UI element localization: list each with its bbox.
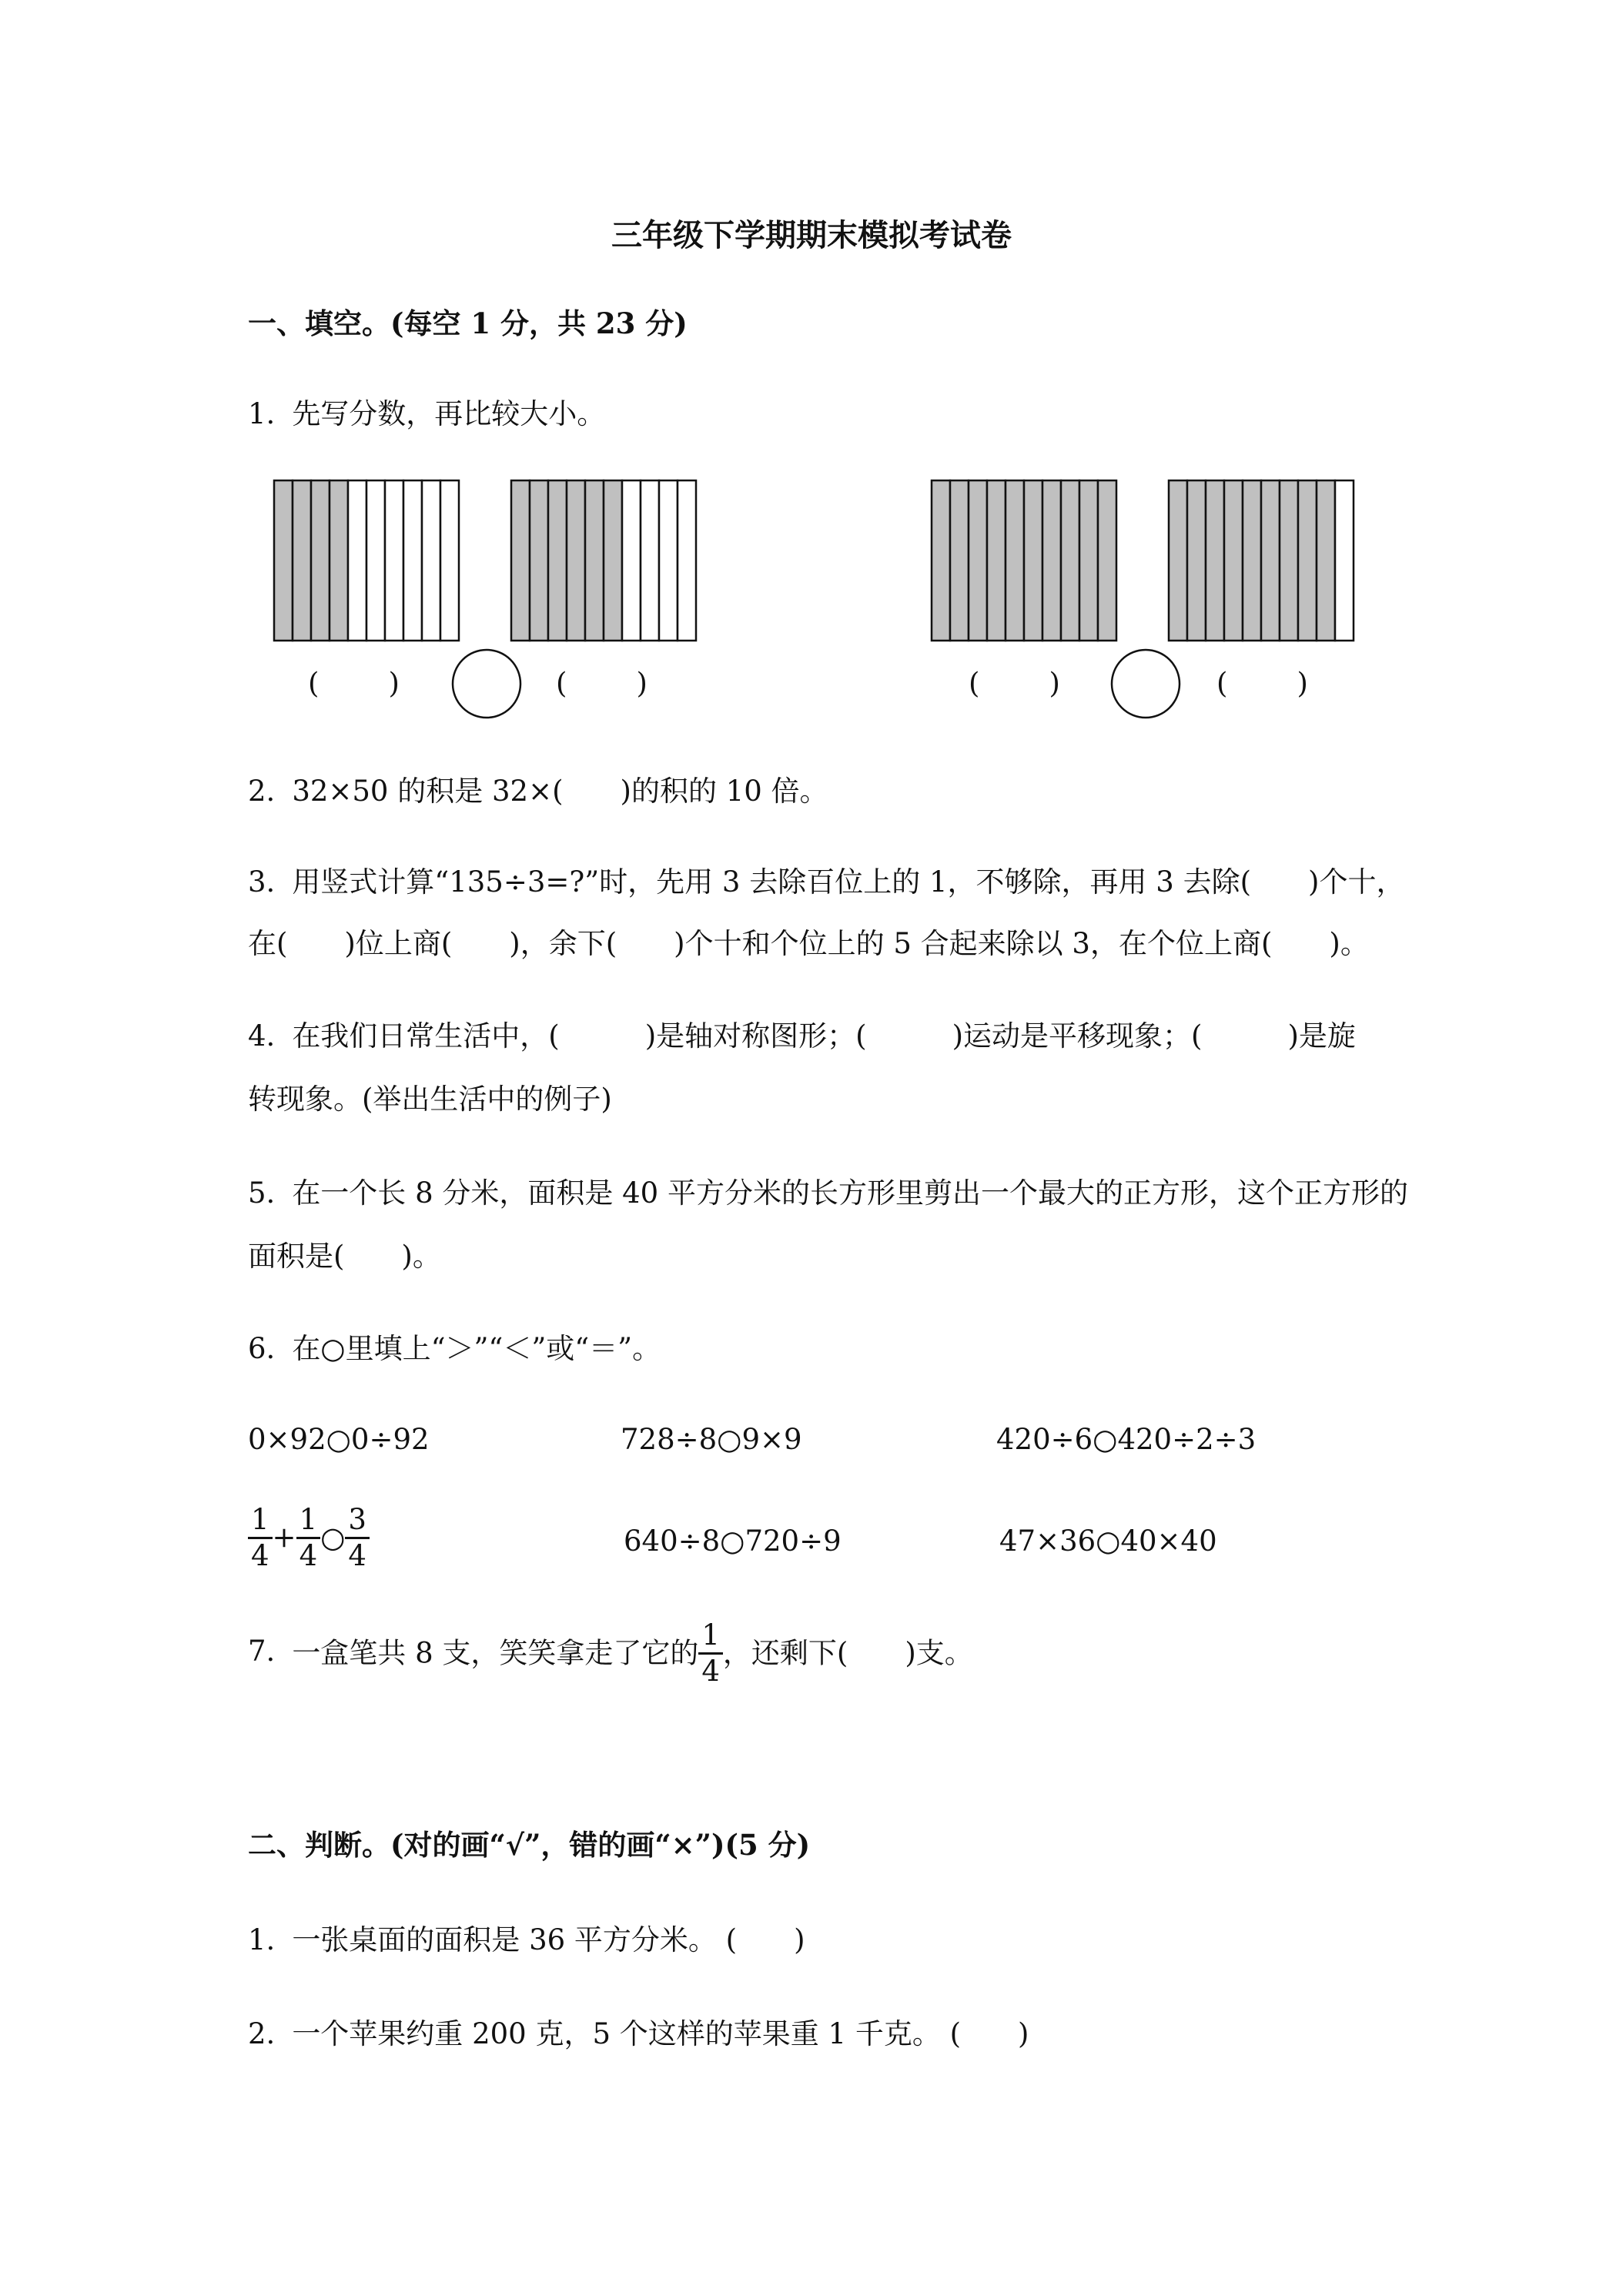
unshaded-strip [641,480,659,641]
unshaded-strip [403,480,422,641]
shaded-strip [274,480,293,641]
fraction-strip-figure [932,480,1116,641]
fraction: $\frac{3}{4}$ [345,1503,370,1573]
question-2: 2. 32×50 的积是 32×( )的积的 10 倍。 [248,775,828,808]
unshaded-strip [440,480,459,641]
fraction: $\frac{1}{4}$ [248,1503,273,1573]
fraction-strip-figure [1169,480,1354,641]
shaded-strip [330,480,348,641]
unshaded-strip [348,480,366,641]
question-5-line-1: 5. 在一个长 8 分米，面积是 40 平方分米的长方形里剪出一个最大的正方形，这个正方形的 [248,1176,1408,1210]
shaded-strip [987,480,1006,641]
question-5-line-2: 面积是( )。 [248,1240,441,1273]
shaded-strip [1006,480,1024,641]
shaded-strip [548,480,567,641]
shaded-strip [1061,480,1079,641]
shaded-strip [1206,480,1224,641]
question-7: 7. 一盒笔共 8 支，笑笑拿走了它的 $\frac{1}{4}$ ，还剩下( )支。 [248,1618,973,1688]
question-4-line-2: 转现象。(举出生活中的例子) [248,1083,612,1116]
fraction-strip-figure [274,480,459,641]
shaded-strip [950,480,969,641]
compare-2: 728÷8○9×9 [621,1423,802,1456]
answer-paren-2: ( ) [556,667,648,700]
question-1 [248,396,605,433]
question-6: 6. 在○里填上“＞”“＜”或“＝”。 [248,1332,661,1365]
answer-paren-4: ( ) [1216,667,1308,700]
shaded-strip [1280,480,1298,641]
question-3-line-1: 3. 用竖式计算“135÷3=?”时，先用 3 去除百位上的 1，不够除，再用 3 去除( )个十， [248,865,1405,899]
shaded-strip [1098,480,1116,641]
shaded-strip [585,480,604,641]
unshaded-strip [385,480,403,641]
shaded-strip [1079,480,1098,641]
unshaded-strip [1335,480,1354,641]
question-1-text: 先写分数，再比较大小。 [292,397,606,430]
unshaded-strip [659,480,678,641]
shaded-strip [1042,480,1061,641]
compare-1: 0×92○0÷92 [248,1423,430,1456]
fraction-figures [0,470,1623,747]
section-2-heading: 二、判断。(对的画“√”，错的画“×”)(5 分) [248,1828,811,1862]
shaded-strip [1169,480,1187,641]
judge-2: 2. 一个苹果约重 200 克，5 个这样的苹果重 1 千克。 ( ) [248,2017,1029,2050]
page-title: 三年级下学期期末模拟考试卷 [611,217,1012,253]
question-4-line-1: 4. 在我们日常生活中，( )是轴对称图形；( )运动是平移现象；( )是旋 [248,1019,1356,1053]
shaded-strip [567,480,585,641]
compare-6: 47×36○40×40 [999,1525,1217,1558]
compare-4: $\frac{1}{4}$ + $\frac{1}{4}$ ○ $\frac{3}{4}$ [248,1503,370,1573]
shaded-strip [311,480,330,641]
fraction: $\frac{1}{4}$ [698,1618,723,1689]
fraction: $\frac{1}{4}$ [296,1503,321,1573]
question-3-line-2: 在( )位上商( )，余下( )个十和个位上的 5 合起来除以 3，在个位上商( )。 [248,927,1369,960]
fraction-strip-figure [511,480,696,641]
shaded-strip [1224,480,1243,641]
section-1-heading: 一、填空。(每空 1 分，共 23 分) [248,306,688,340]
shaded-strip [1298,480,1317,641]
shaded-strip [932,480,950,641]
compare-3: 420÷6○420÷2÷3 [996,1423,1257,1456]
unshaded-strip [678,480,696,641]
question-1-number: 1. [248,397,276,430]
unshaded-strip [366,480,385,641]
shaded-strip [1317,480,1335,641]
answer-paren-1: ( ) [308,667,400,700]
answer-paren-3: ( ) [969,667,1060,700]
shaded-strip [969,480,987,641]
shaded-strip [530,480,548,641]
shaded-strip [1243,480,1261,641]
unshaded-strip [422,480,440,641]
unshaded-strip [622,480,641,641]
shaded-strip [1024,480,1042,641]
shaded-strip [1187,480,1206,641]
shaded-strip [604,480,622,641]
shaded-strip [293,480,311,641]
judge-1: 1. 一张桌面的面积是 36 平方分米。 ( ) [248,1923,805,1956]
compare-circle[interactable] [453,650,520,718]
shaded-strip [1261,480,1280,641]
compare-5: 640÷8○720÷9 [624,1525,842,1558]
shaded-strip [511,480,530,641]
compare-circle[interactable] [1112,650,1180,718]
